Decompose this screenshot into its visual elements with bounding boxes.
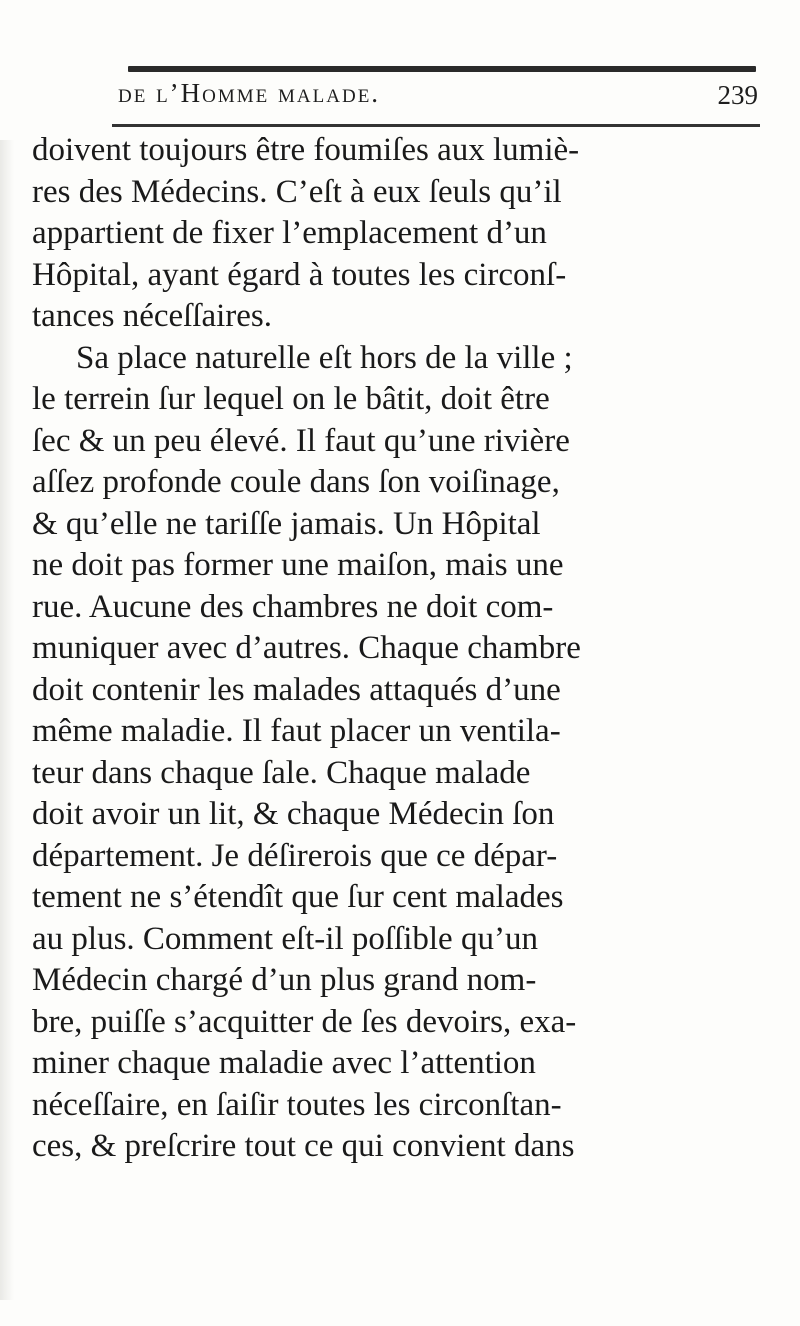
text-line: même maladie. Il faut placer un ventila-: [32, 713, 561, 749]
text-line: res des Médecins. C’eſt à eux ſeuls qu’il: [32, 173, 562, 210]
text-line: le terrein ſur lequel on le bâtit, doit être: [32, 381, 550, 417]
text-line: aſſez profonde coule dans ſon voiſinage,: [32, 464, 560, 500]
text-line: néceſſaire, en ſaiſir toutes les circonſtan-: [32, 1086, 562, 1123]
text-line: département. Je déſirerois que ce dépar-: [32, 837, 558, 874]
text-line: tances néceſſaires.: [32, 298, 273, 334]
text-line: Médecin chargé d’un plus grand nom-: [32, 962, 537, 998]
text-line: miner chaque maladie avec l’attention: [32, 1045, 536, 1081]
text-line: muniquer avec d’autres. Chaque chambre: [32, 630, 581, 666]
text-line: rue. Aucune des chambres ne doit com-: [32, 588, 554, 625]
text-line: teur dans chaque ſale. Chaque malade: [32, 754, 531, 791]
running-head: [118, 78, 758, 118]
text-line: doit avoir un lit, & chaque Médecin ſon: [32, 796, 555, 832]
header-rule: [112, 124, 760, 127]
text-line: & qu’elle ne tariſſe jamais. Un Hôpital: [32, 505, 541, 542]
top-rule: [128, 66, 756, 72]
text-line: ne doit pas former une maiſon, mais une: [32, 547, 564, 583]
text-line: doivent toujours être foumiſes aux lumiè-: [32, 132, 580, 168]
text-line: doit contenir les malades attaqués d’une: [32, 671, 561, 708]
text-line: ces, & preſcrire tout ce qui convient dans: [32, 1128, 575, 1164]
text-line: appartient de fixer l’emplacement d’un: [32, 215, 547, 251]
text-line: Hôpital, ayant égard à toutes les circonſ-: [32, 256, 567, 293]
paragraph-start-line: Sa place naturelle eſt hors de la ville ;: [76, 339, 573, 376]
text-line: bre, puiſſe s’acquitter de ſes devoirs, exa-: [32, 1003, 577, 1040]
page-binding-shadow: [0, 140, 14, 1300]
text-line: au plus. Comment eſt-il poſſible qu’un: [32, 920, 538, 957]
text-line: ſec & un peu élevé. Il faut qu’une rivière: [32, 422, 570, 459]
body-text: [32, 130, 762, 1168]
text-line: tement ne s’étendît que ſur cent malades: [32, 879, 564, 915]
page-number: 239: [717, 80, 758, 110]
running-title: de l’Homme malade.: [118, 78, 381, 108]
